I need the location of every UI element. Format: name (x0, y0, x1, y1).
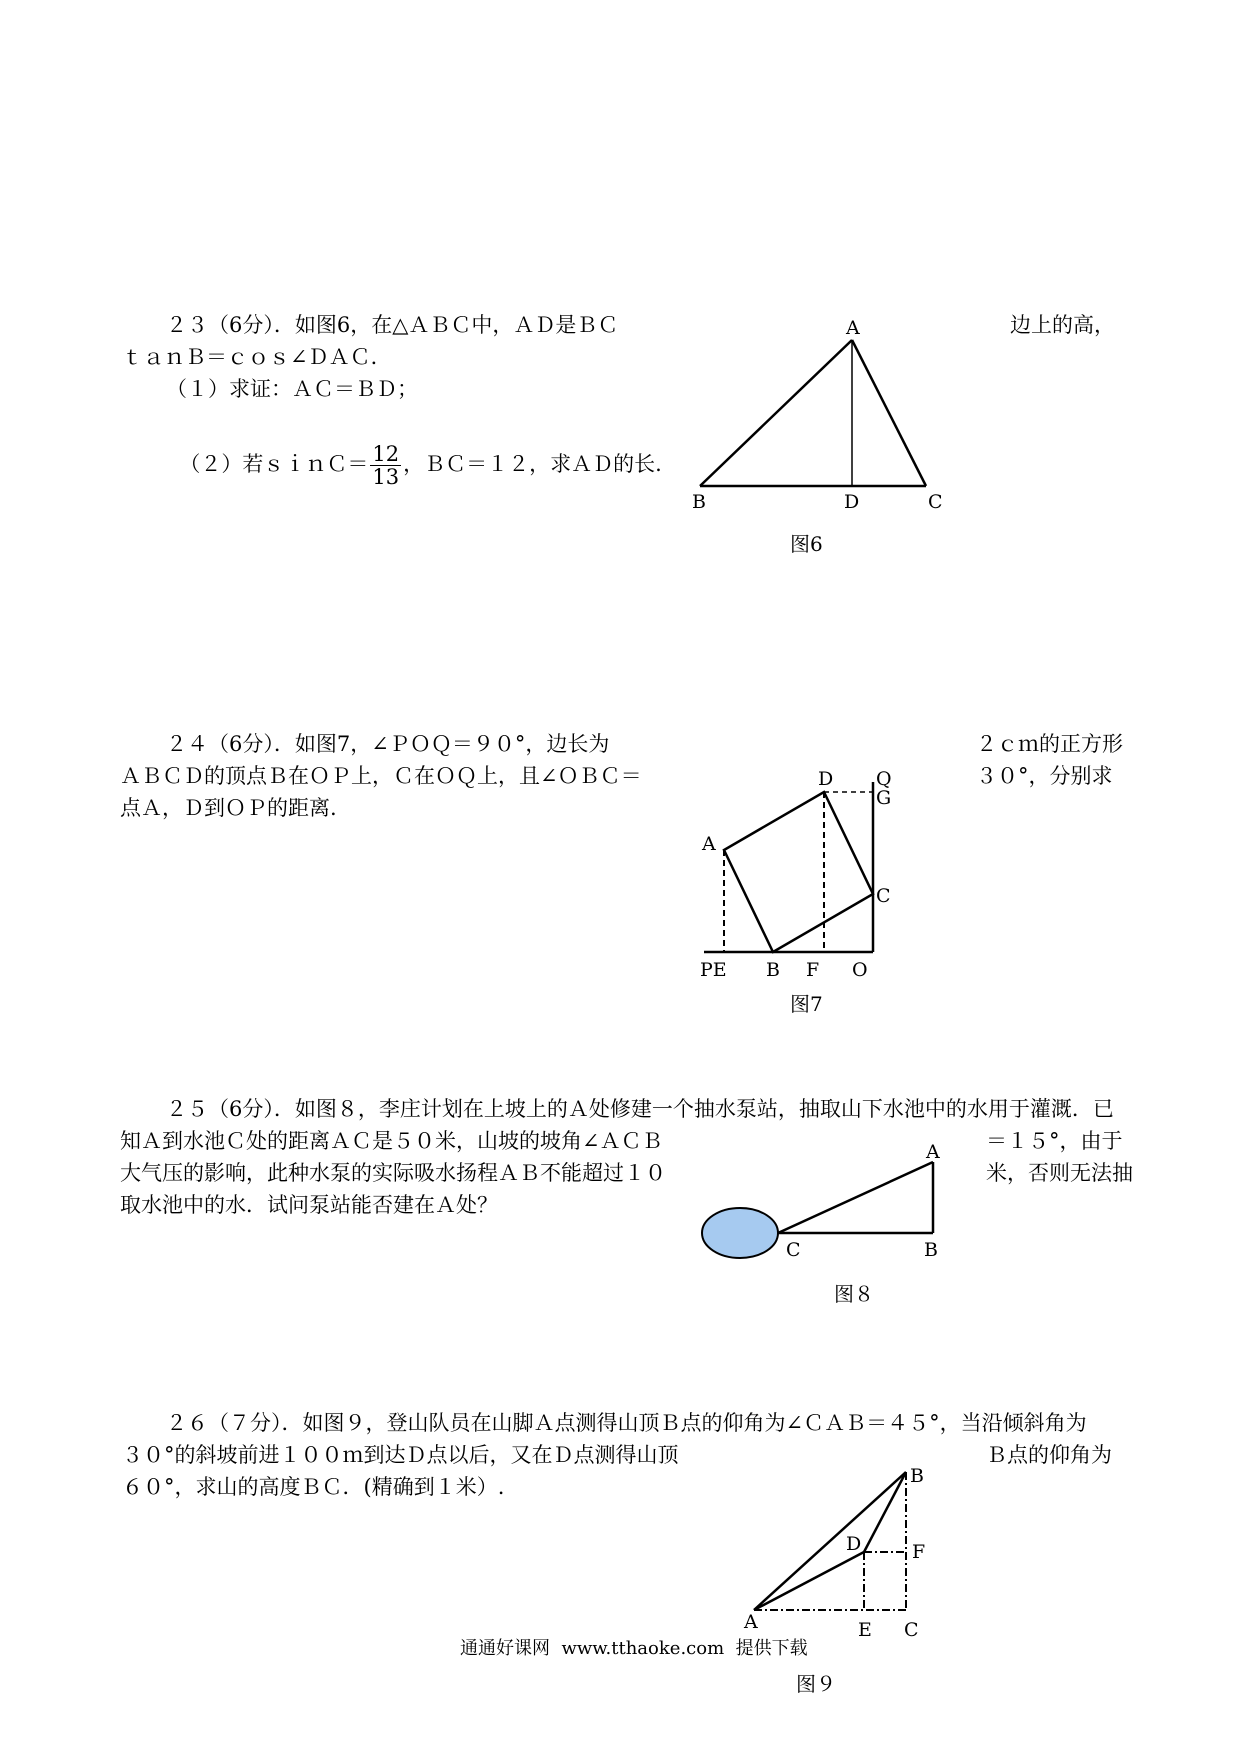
part-2-suffix: ，ＢＣ＝１２，求ＡＤ的长. (403, 452, 662, 476)
figure-6-caption: 图6 (790, 532, 823, 556)
label-f: F (806, 959, 820, 981)
problem-24-right-2: ３０°，分别求 (976, 764, 1113, 788)
label-c: C (786, 1239, 801, 1261)
problem-25-line-1: ２５（6分）．如图８，李庄计划在上坡上的Ａ处修建一个抽水泵站，抽取山下水池中的水用于灌溉．已 (166, 1097, 1114, 1121)
label-q: Q (876, 768, 892, 790)
label-a: A (926, 1141, 940, 1163)
part-2-prefix: （２）若ｓｉｎＣ＝ (179, 452, 369, 476)
label-b: B (692, 491, 706, 513)
problem-25-line-3: 大气压的影响，此种水泵的实际吸水扬程ＡＢ不能超过１０ (120, 1161, 666, 1185)
label-d: D (818, 768, 834, 790)
label-f: F (912, 1541, 926, 1563)
problem-26-line-1: ２６（７分）．如图９，登山队员在山脚Ａ点测得山顶Ｂ点的仰角为∠ＣＡＢ＝４５°，当沿倾斜角为 (166, 1411, 1087, 1435)
line-ab (754, 1472, 906, 1610)
fraction-denominator: 13 (372, 465, 400, 489)
problem-23-line-1: ２３（6分）．如图6，在△ＡＢＣ中，ＡＤ是ＢＣ (166, 313, 619, 337)
problem-24-line-3: 点Ａ，Ｄ到ＯＰ的距离. (120, 796, 337, 820)
square-abcd (724, 792, 873, 952)
figure-7-caption: 图7 (790, 992, 823, 1016)
label-c: C (928, 491, 943, 513)
fraction-numerator: 12 (372, 442, 400, 466)
label-a: A (702, 833, 716, 855)
figure-8-caption: 图８ (834, 1282, 874, 1306)
problem-25-line-4: 取水池中的水．试问泵站能否建在Ａ处？ (120, 1193, 498, 1217)
label-e: E (858, 1619, 872, 1641)
slope-ac (778, 1162, 933, 1233)
label-a: A (846, 317, 860, 339)
problem-24-line-2: ＡＢＣＤ的顶点Ｂ在ＯＰ上，Ｃ在ＯＱ上，且∠ＯＢＣ＝ (120, 764, 642, 788)
label-b: B (924, 1239, 938, 1261)
pond (702, 1208, 778, 1258)
label-c: C (876, 885, 891, 907)
label-g: G (876, 787, 892, 809)
label-o: O (852, 959, 868, 981)
problem-26-line-2: ３０°的斜坡前进１００ｍ到达Ｄ点以后，又在Ｄ点测得山顶 (122, 1443, 679, 1467)
label-c: C (904, 1619, 919, 1641)
footer-watermark: 通通好课网 www.tthaoke.com 提供下载 (460, 1638, 808, 1659)
figure-7 (680, 770, 920, 990)
side-ab (700, 340, 852, 486)
figure-9 (740, 1460, 960, 1640)
problem-23-part-2 (166, 410, 662, 488)
figure-6 (680, 310, 980, 520)
label-d: D (846, 1533, 862, 1555)
label-a: A (744, 1611, 758, 1633)
problem-23-right-text: 边上的高， (1010, 313, 1115, 337)
figure-9-caption: 图９ (796, 1672, 836, 1696)
label-d: D (844, 491, 860, 513)
problem-25-line-2: 知Ａ到水池Ｃ处的距离ＡＣ是５０米，山坡的坡角∠ＡＣＢ (120, 1129, 663, 1153)
problem-25-right-1: ＝１５°，由于 (986, 1129, 1123, 1153)
label-pe: PE (700, 959, 727, 981)
line-db (864, 1472, 906, 1552)
problem-25-right-2: 米，否则无法抽 (986, 1161, 1133, 1185)
problem-24-line-1: ２４（6分）．如图7，∠ＰＯＱ＝９０°，边长为 (166, 732, 610, 756)
problem-23-line-2: ｔａｎＢ＝ｃｏｓ∠ＤＡＣ． (122, 345, 392, 369)
side-ac (852, 340, 926, 486)
problem-24-right-1: ２ｃｍ的正方形 (976, 732, 1123, 756)
label-b: B (910, 1465, 924, 1487)
problem-26-right-1: Ｂ点的仰角为 (986, 1443, 1112, 1467)
label-b: B (766, 959, 780, 981)
figure-8 (690, 1141, 960, 1270)
problem-23-part-1: （１）求证：ＡＣ＝ＢＤ； (166, 377, 418, 401)
sin-c-fraction (370, 443, 401, 488)
problem-26-line-3: ６０°，求山的高度ＢＣ．(精确到１米）. (122, 1475, 505, 1499)
